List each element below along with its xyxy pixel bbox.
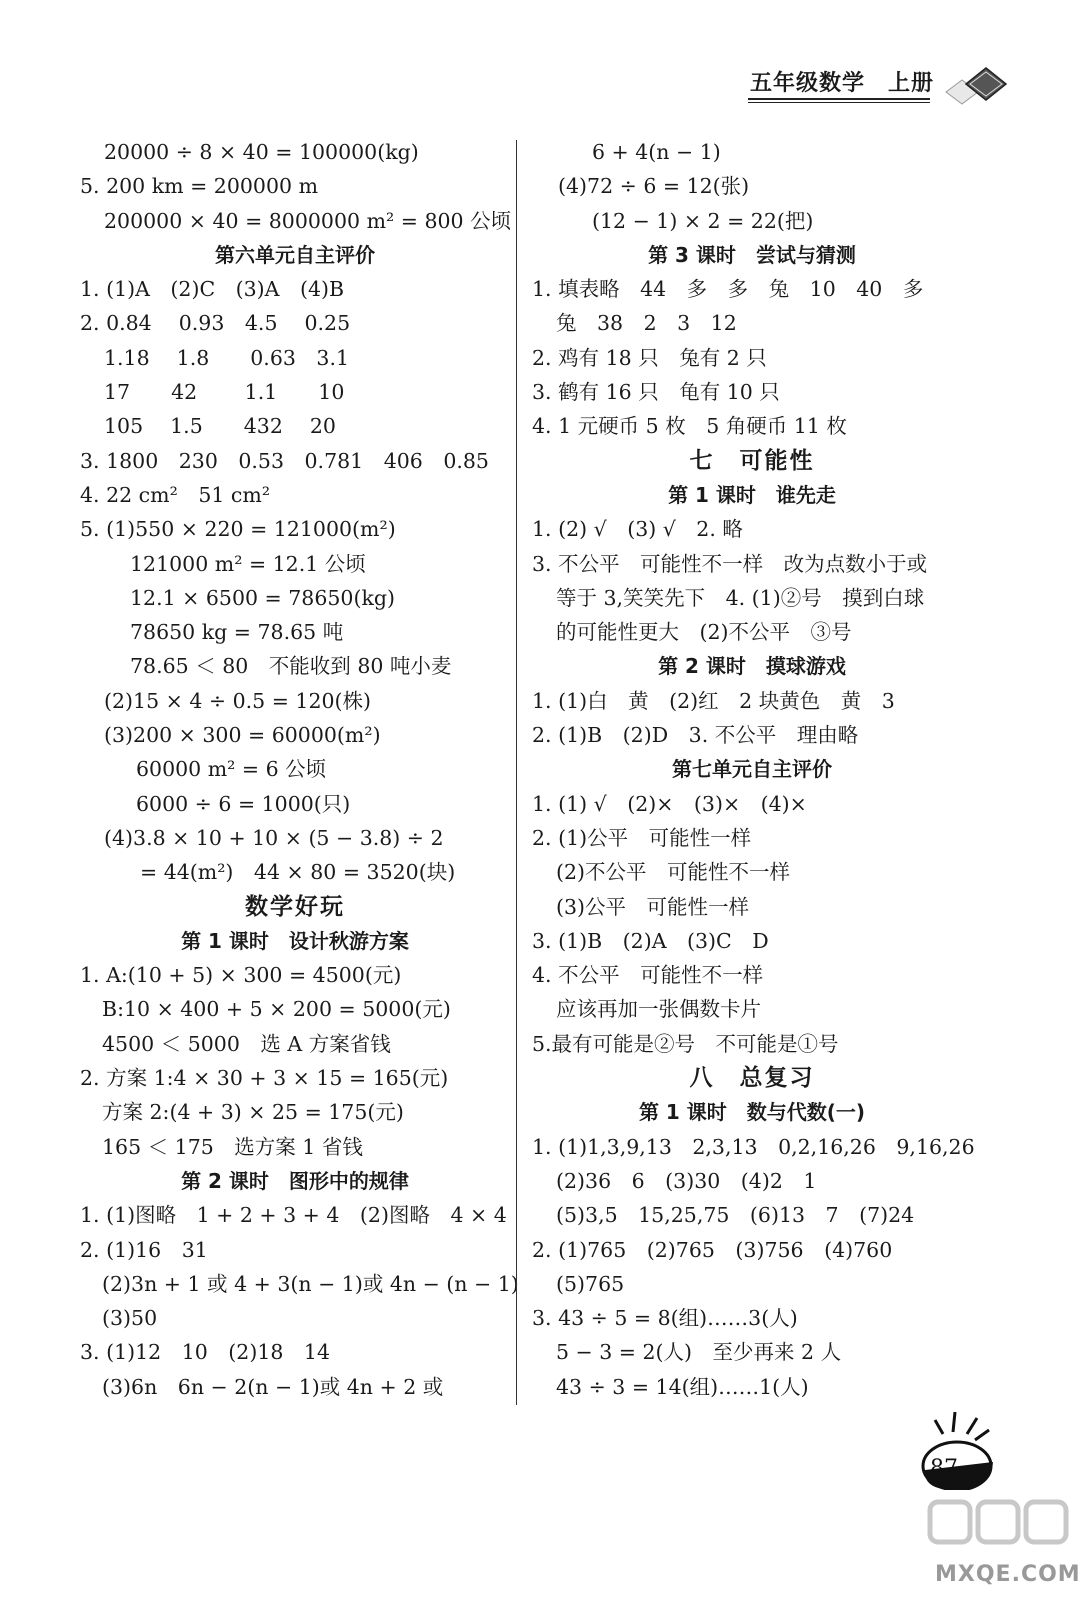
diamond-decoration-icon bbox=[940, 62, 1020, 110]
answer-line: 3. 鹤有 16 只 龟有 10 只 bbox=[532, 380, 780, 405]
page-header bbox=[740, 62, 1040, 112]
answer-line: 2. 方案 1:4 × 30 + 3 × 15 = 165(元) bbox=[80, 1066, 449, 1091]
answer-line: (2)15 × 4 ÷ 0.5 = 120(株) bbox=[104, 688, 372, 713]
answer-line: 5.最有可能是②号 不可能是①号 bbox=[532, 1031, 839, 1056]
answer-line: 121000 m² = 12.1 公顷 bbox=[130, 551, 366, 576]
header-rule-thin bbox=[748, 102, 930, 103]
answer-line: (4)72 ÷ 6 = 12(张) bbox=[558, 174, 750, 199]
answer-line: 60000 m² = 6 公顷 bbox=[136, 757, 327, 782]
header-rule bbox=[748, 98, 930, 100]
answer-line: B:10 × 400 + 5 × 200 = 5000(元) bbox=[102, 997, 451, 1022]
answer-line: (2)36 6 (3)30 (4)2 1 bbox=[556, 1168, 817, 1193]
answer-line: 5. (1)550 × 220 = 121000(m²) bbox=[80, 517, 396, 542]
answer-line: 1. (1) √ (2)× (3)× (4)× bbox=[532, 791, 807, 816]
answer-line: 3. 1800 230 0.53 0.781 406 0.85 bbox=[80, 448, 489, 473]
book-title: 五年级数学 上册 bbox=[750, 71, 935, 96]
section-heading: 第 1 课时 设计秋游方案 bbox=[181, 928, 409, 953]
section-heading: 第 2 课时 摸球游戏 bbox=[658, 654, 846, 679]
answer-line: 43 ÷ 3 = 14(组)……1(人) bbox=[556, 1374, 809, 1399]
section-heading: 数学好玩 bbox=[245, 893, 345, 920]
section-heading: 七 可能性 bbox=[689, 447, 815, 474]
page-number: 87 bbox=[930, 1456, 958, 1481]
watermark-text: MXQE.COM bbox=[935, 1562, 1081, 1587]
answer-line: 3. 不公平 可能性不一样 改为点数小于或 bbox=[532, 551, 928, 576]
answer-line: (5)3,5 15,25,75 (6)13 7 (7)24 bbox=[556, 1203, 915, 1228]
answer-line: 兔 38 2 3 12 bbox=[556, 311, 737, 336]
answer-line: 1. (2) √ (3) √ 2. 略 bbox=[532, 517, 743, 542]
answer-line: 165 ＜ 175 选方案 1 省钱 bbox=[102, 1134, 363, 1159]
section-heading: 第 2 课时 图形中的规律 bbox=[181, 1168, 409, 1193]
answer-line: (4)3.8 × 10 + 10 × (5 − 3.8) ÷ 2 bbox=[104, 825, 444, 850]
section-heading: 第六单元自主评价 bbox=[215, 242, 375, 267]
answer-line: (3)200 × 300 = 60000(m²) bbox=[104, 723, 381, 748]
answer-line: 2. (1)公平 可能性一样 bbox=[532, 825, 752, 850]
answer-line: 17 42 1.1 10 bbox=[104, 380, 345, 405]
answer-line: = 44(m²) 44 × 80 = 3520(块) bbox=[140, 860, 456, 885]
answer-line: 4. 1 元硬币 5 枚 5 角硬币 11 枚 bbox=[532, 414, 847, 439]
section-heading: 八 总复习 bbox=[689, 1065, 815, 1092]
answer-line: 方案 2:(4 + 3) × 25 = 175(元) bbox=[102, 1100, 404, 1125]
answer-line: 12.1 × 6500 = 78650(kg) bbox=[130, 585, 395, 610]
answer-line: (12 − 1) × 2 = 22(把) bbox=[592, 208, 814, 233]
answer-line: 3. (1)B (2)A (3)C D bbox=[532, 928, 769, 953]
answer-line: 1. (1)白 黄 (2)红 2 块黄色 黄 3 bbox=[532, 688, 895, 713]
answer-line: 3. (1)12 10 (2)18 14 bbox=[80, 1340, 330, 1365]
answer-line: 6000 ÷ 6 = 1000(只) bbox=[136, 791, 351, 816]
answer-line: 应该再加一张偶数卡片 bbox=[556, 997, 761, 1022]
answer-line: (2)不公平 可能性不一样 bbox=[556, 860, 791, 885]
column-divider bbox=[516, 140, 517, 1405]
answer-line: 4500 ＜ 5000 选 A 方案省钱 bbox=[102, 1031, 391, 1056]
answer-line: 2. (1)765 (2)765 (3)756 (4)760 bbox=[532, 1237, 893, 1262]
answer-line: 4. 22 cm² 51 cm² bbox=[80, 482, 271, 507]
answer-line: 5. 200 km = 200000 m bbox=[80, 174, 319, 199]
left-column bbox=[80, 135, 519, 1404]
answer-line: 78650 kg = 78.65 吨 bbox=[130, 620, 344, 645]
answer-line: (2)3n + 1 或 4 + 3(n − 1)或 4n − (n − 1) bbox=[102, 1271, 519, 1296]
answer-line: 1. 填表略 44 多 多 兔 10 40 多 bbox=[532, 277, 924, 302]
answer-line: 1. (1)图略 1 + 2 + 3 + 4 (2)图略 4 × 4 bbox=[80, 1203, 507, 1228]
answer-line: 2. 鸡有 18 只 兔有 2 只 bbox=[532, 345, 767, 370]
answer-line: 2. (1)B (2)D 3. 不公平 理由略 bbox=[532, 723, 859, 748]
answer-line: (3)6n 6n − 2(n − 1)或 4n + 2 或 bbox=[102, 1374, 444, 1399]
answer-line: 105 1.5 432 20 bbox=[104, 414, 336, 439]
section-heading: 第 1 课时 数与代数(一) bbox=[638, 1100, 866, 1125]
section-heading: 第 1 课时 谁先走 bbox=[668, 482, 836, 507]
section-heading: 第七单元自主评价 bbox=[672, 757, 832, 782]
answer-line: 等于 3,笑笑先下 4. (1)②号 摸到白球 bbox=[556, 585, 925, 610]
answer-line: 1. (1)A (2)C (3)A (4)B bbox=[80, 277, 345, 302]
answer-line: 5 − 3 = 2(人) 至少再来 2 人 bbox=[556, 1340, 842, 1365]
answer-line: (5)765 bbox=[556, 1271, 625, 1296]
answer-line: 1.18 1.8 0.63 3.1 bbox=[104, 345, 350, 370]
answer-line: 2. 0.84 0.93 4.5 0.25 bbox=[80, 311, 351, 336]
answer-line: 20000 ÷ 8 × 40 = 100000(kg) bbox=[104, 140, 419, 164]
section-heading: 第 3 课时 尝试与猜测 bbox=[648, 242, 856, 267]
answer-line: 1. A:(10 + 5) × 300 = 4500(元) bbox=[80, 963, 402, 988]
answer-line: 6 + 4(n − 1) bbox=[592, 140, 721, 164]
answer-line: 4. 不公平 可能性不一样 bbox=[532, 963, 764, 988]
answer-line: (3)公平 可能性一样 bbox=[556, 894, 750, 919]
answer-line: 3. 43 ÷ 5 = 8(组)……3(人) bbox=[532, 1306, 798, 1331]
answer-line: 的可能性更大 (2)不公平 ③号 bbox=[556, 620, 852, 645]
answer-line: 78.65 ＜ 80 不能收到 80 吨小麦 bbox=[130, 654, 452, 679]
answer-line: 2. (1)16 31 bbox=[80, 1237, 208, 1262]
answer-line: 1. (1)1,3,9,13 2,3,13 0,2,16,26 9,16,26 bbox=[532, 1134, 975, 1159]
answer-line: 200000 × 40 = 8000000 m² = 800 公顷 bbox=[104, 208, 512, 233]
right-column bbox=[532, 135, 975, 1404]
answer-line: (3)50 bbox=[102, 1306, 158, 1331]
